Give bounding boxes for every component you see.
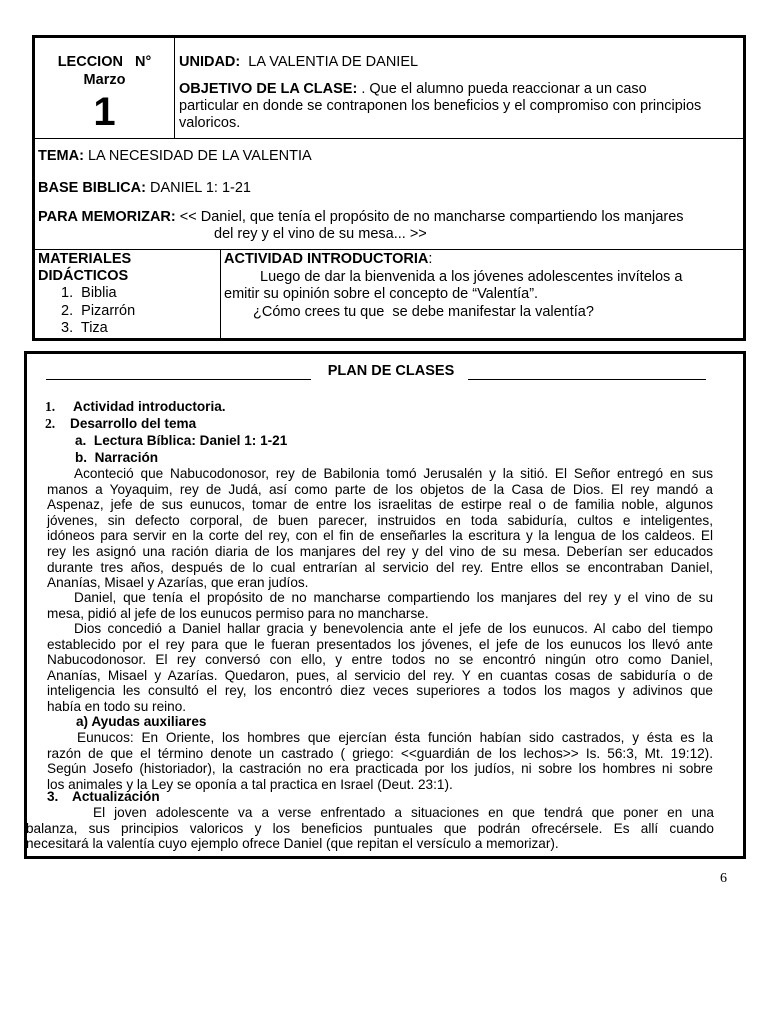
- lesson-number-cell: [35, 38, 175, 139]
- unidad-value: LA VALENTIA DE DANIEL: [248, 54, 419, 70]
- narracion-p1-line: idóneos para servir en la corte del rey, con el fin de enseñarles la escritura y la lengua de los caldeos. El: [47, 528, 713, 544]
- actualizacion-paragraph: [26, 805, 714, 852]
- narracion-p3-line: establecido por el rey para que le fueran presentados los jóvenes, el jefe de los eunucos los llevó ante: [47, 636, 713, 652]
- narracion-p1-line: Ananías, Misael y Azarías, que eran judíos.: [47, 575, 309, 591]
- actividad-label: ACTIVIDAD INTRODUCTORIA: [224, 251, 429, 267]
- narracion-p2-line: mesa, pidió al jefe de los eunucos permiso para no mancharse.: [47, 605, 429, 621]
- lesson-number: 1: [93, 90, 116, 134]
- plan-title: PLAN DE CLASES: [327, 363, 455, 379]
- memorizar-text-1: << Daniel, que tenía el propósito de no mancharse compartiendo los manjares: [179, 209, 684, 225]
- item-3-number: 3.: [47, 789, 59, 804]
- ayudas-line: Según Josefo (historiador), la castración no era practicada por los judíos, ni sobre los hombres ni sobre: [47, 761, 713, 777]
- narracion-paragraph-3: [47, 621, 713, 715]
- narracion-p1-line: manos a Yoyaquim, rey de Judá, así como parte de los objetos de la Casa de Dios. El rey mandó a: [47, 481, 713, 497]
- item-3-text: Actualización: [72, 789, 160, 804]
- ayudas-label: a) Ayudas auxiliares: [76, 714, 207, 729]
- actividad-colon: :: [428, 251, 433, 267]
- leccion-label: LECCION N°: [57, 54, 152, 70]
- narracion-p1-line: Aspenaz, jefe de sus eunucos, tomar de entre los israelitas de estirpe real o de familia noble, algunos: [47, 497, 713, 513]
- ayudas-line: razón de que el término denote un castrado ( griego: <<guardián de los lechos>> Is. 56:3, Mt. 19:12).: [47, 745, 713, 761]
- materiales-item-2: 2. Pizarrón: [61, 302, 136, 319]
- narracion-p2-line: Daniel, que tenía el propósito de no mancharse compartiendo los manjares del rey y el vino de su: [74, 590, 713, 605]
- narracion-p1-line: jóvenes, sin defecto corporal, de buen parecer, instruidos en toda sabiduría, cultos e inteligentes,: [47, 512, 713, 528]
- actividad-cell: [221, 250, 743, 338]
- narracion-p3-line: había en todo su reino.: [47, 698, 187, 714]
- plan-title-rule-left: [46, 379, 311, 380]
- narracion-p3-line: Ananías, Misael y Azarías. Quedaron, pues, al servicio del rey. Y en cuantas cosas de sabiduría o de: [47, 667, 713, 683]
- materiales-item-3: 3. Tiza: [61, 319, 108, 336]
- lesson-header-table: [32, 35, 746, 341]
- actualizacion-line: El joven adolescente va a verse enfrentado a situaciones en que tendrá que poner en una: [93, 805, 714, 820]
- page-number: 6: [720, 871, 727, 886]
- item-1-text: Actividad introductoria.: [73, 399, 226, 414]
- item-2b: b. Narración: [75, 450, 159, 465]
- base-biblica-value: DANIEL 1: 1-21: [149, 180, 251, 196]
- ayudas-line: Eunucos: En Oriente, los hombres que ejercían ésta función habían sido castrados, y ésta es la: [77, 730, 713, 745]
- tema-value: LA NECESIDAD DE LA VALENTIA: [87, 148, 312, 164]
- base-biblica-label: BASE BIBLICA:: [38, 180, 146, 196]
- actividad-heading: [224, 251, 743, 269]
- memorizar-label: PARA MEMORIZAR:: [38, 209, 176, 225]
- objetivo-label: OBJETIVO DE LA CLASE:: [179, 81, 358, 97]
- item-1-number: 1.: [45, 399, 56, 414]
- memorizar-text-2: del rey y el vino de su mesa... >>: [214, 226, 427, 242]
- actualizacion-line: necesitará la valentía cuyo ejemplo ofrece Daniel (que repitan el versículo a memorizar).: [26, 836, 559, 852]
- materiales-item-1: 1. Biblia: [61, 285, 117, 302]
- unidad-line: [179, 54, 737, 71]
- plan-content: [27, 354, 743, 856]
- tema-cell: [35, 139, 743, 250]
- materiales-cell: [35, 250, 221, 338]
- objetivo-line-3: valoricos.: [179, 115, 241, 131]
- objetivo-block: [179, 81, 737, 132]
- narracion-p1-line: rey les asignó una ración diaria de los manjares del rey y del vino de su mesa. Deberían ser educados: [47, 543, 713, 559]
- tema-line: [38, 148, 743, 180]
- unidad-label: UNIDAD:: [179, 54, 241, 70]
- materiales-label-1: MATERIALES: [38, 251, 132, 267]
- objetivo-line-1: . Que el alumno pueda reaccionar a un caso: [361, 81, 647, 97]
- base-biblica-line: [38, 180, 743, 209]
- unidad-cell: [175, 38, 743, 139]
- materiales-label-2: DIDÁCTICOS: [38, 268, 129, 285]
- narracion-paragraph-1: [47, 466, 713, 591]
- narracion-paragraph-2: [47, 590, 713, 621]
- plan-de-clases-box: [24, 351, 746, 859]
- item-2-number: 2.: [45, 416, 56, 431]
- narracion-p3-line: inteligencia les consultó el rey, los encontró diez veces superiores a todos los magos y adivinos que: [47, 683, 713, 699]
- ayudas-line: los animales y la Ley se oponía a tal practica en Israel (Deut. 23:1).: [47, 776, 453, 792]
- narracion-p3-line: Dios concedió a Daniel hallar gracia y benevolencia ante el jefe de los eunucos. Al cabo del tiempo: [74, 621, 713, 636]
- narracion-p1-line: Aconteció que Nabucodonosor, rey de Babilonia tomó Jerusalén y la sitió. El Señor entregó en sus: [74, 466, 713, 481]
- plan-title-rule-right: [468, 379, 706, 380]
- tema-label: TEMA:: [38, 148, 84, 164]
- item-2-text: Desarrollo del tema: [70, 416, 197, 431]
- actividad-line-3: ¿Cómo crees tu que se debe manifestar la valentía?: [253, 303, 594, 320]
- actividad-line-1: Luego de dar la bienvenida a los jóvenes adolescentes invítelos a: [260, 268, 683, 285]
- memorizar-line: [38, 209, 743, 243]
- actividad-line-2: emitir su opinión sobre el concepto de “Valentía”.: [224, 286, 539, 302]
- ayudas-paragraph: [47, 730, 713, 792]
- narracion-p3-line: Nabucodonosor. El rey conversó con ello, y entre todos no se encontró ningún otro como Daniel,: [47, 652, 713, 668]
- month-label: Marzo: [83, 72, 126, 88]
- item-2a: a. Lectura Bíblica: Daniel 1: 1-21: [75, 433, 288, 448]
- objetivo-line-2: particular en donde se contraponen los beneficios y el compromiso con principios: [179, 98, 702, 114]
- narracion-p1-line: durante tres años, después de lo cual entrarían al servicio del rey. Entre ellos se encontraban Daniel,: [47, 559, 713, 575]
- actualizacion-line: balanza, sus principios valoricos y los beneficios puntuales que podrán ofrecérsele. Es allí cuando: [26, 820, 714, 836]
